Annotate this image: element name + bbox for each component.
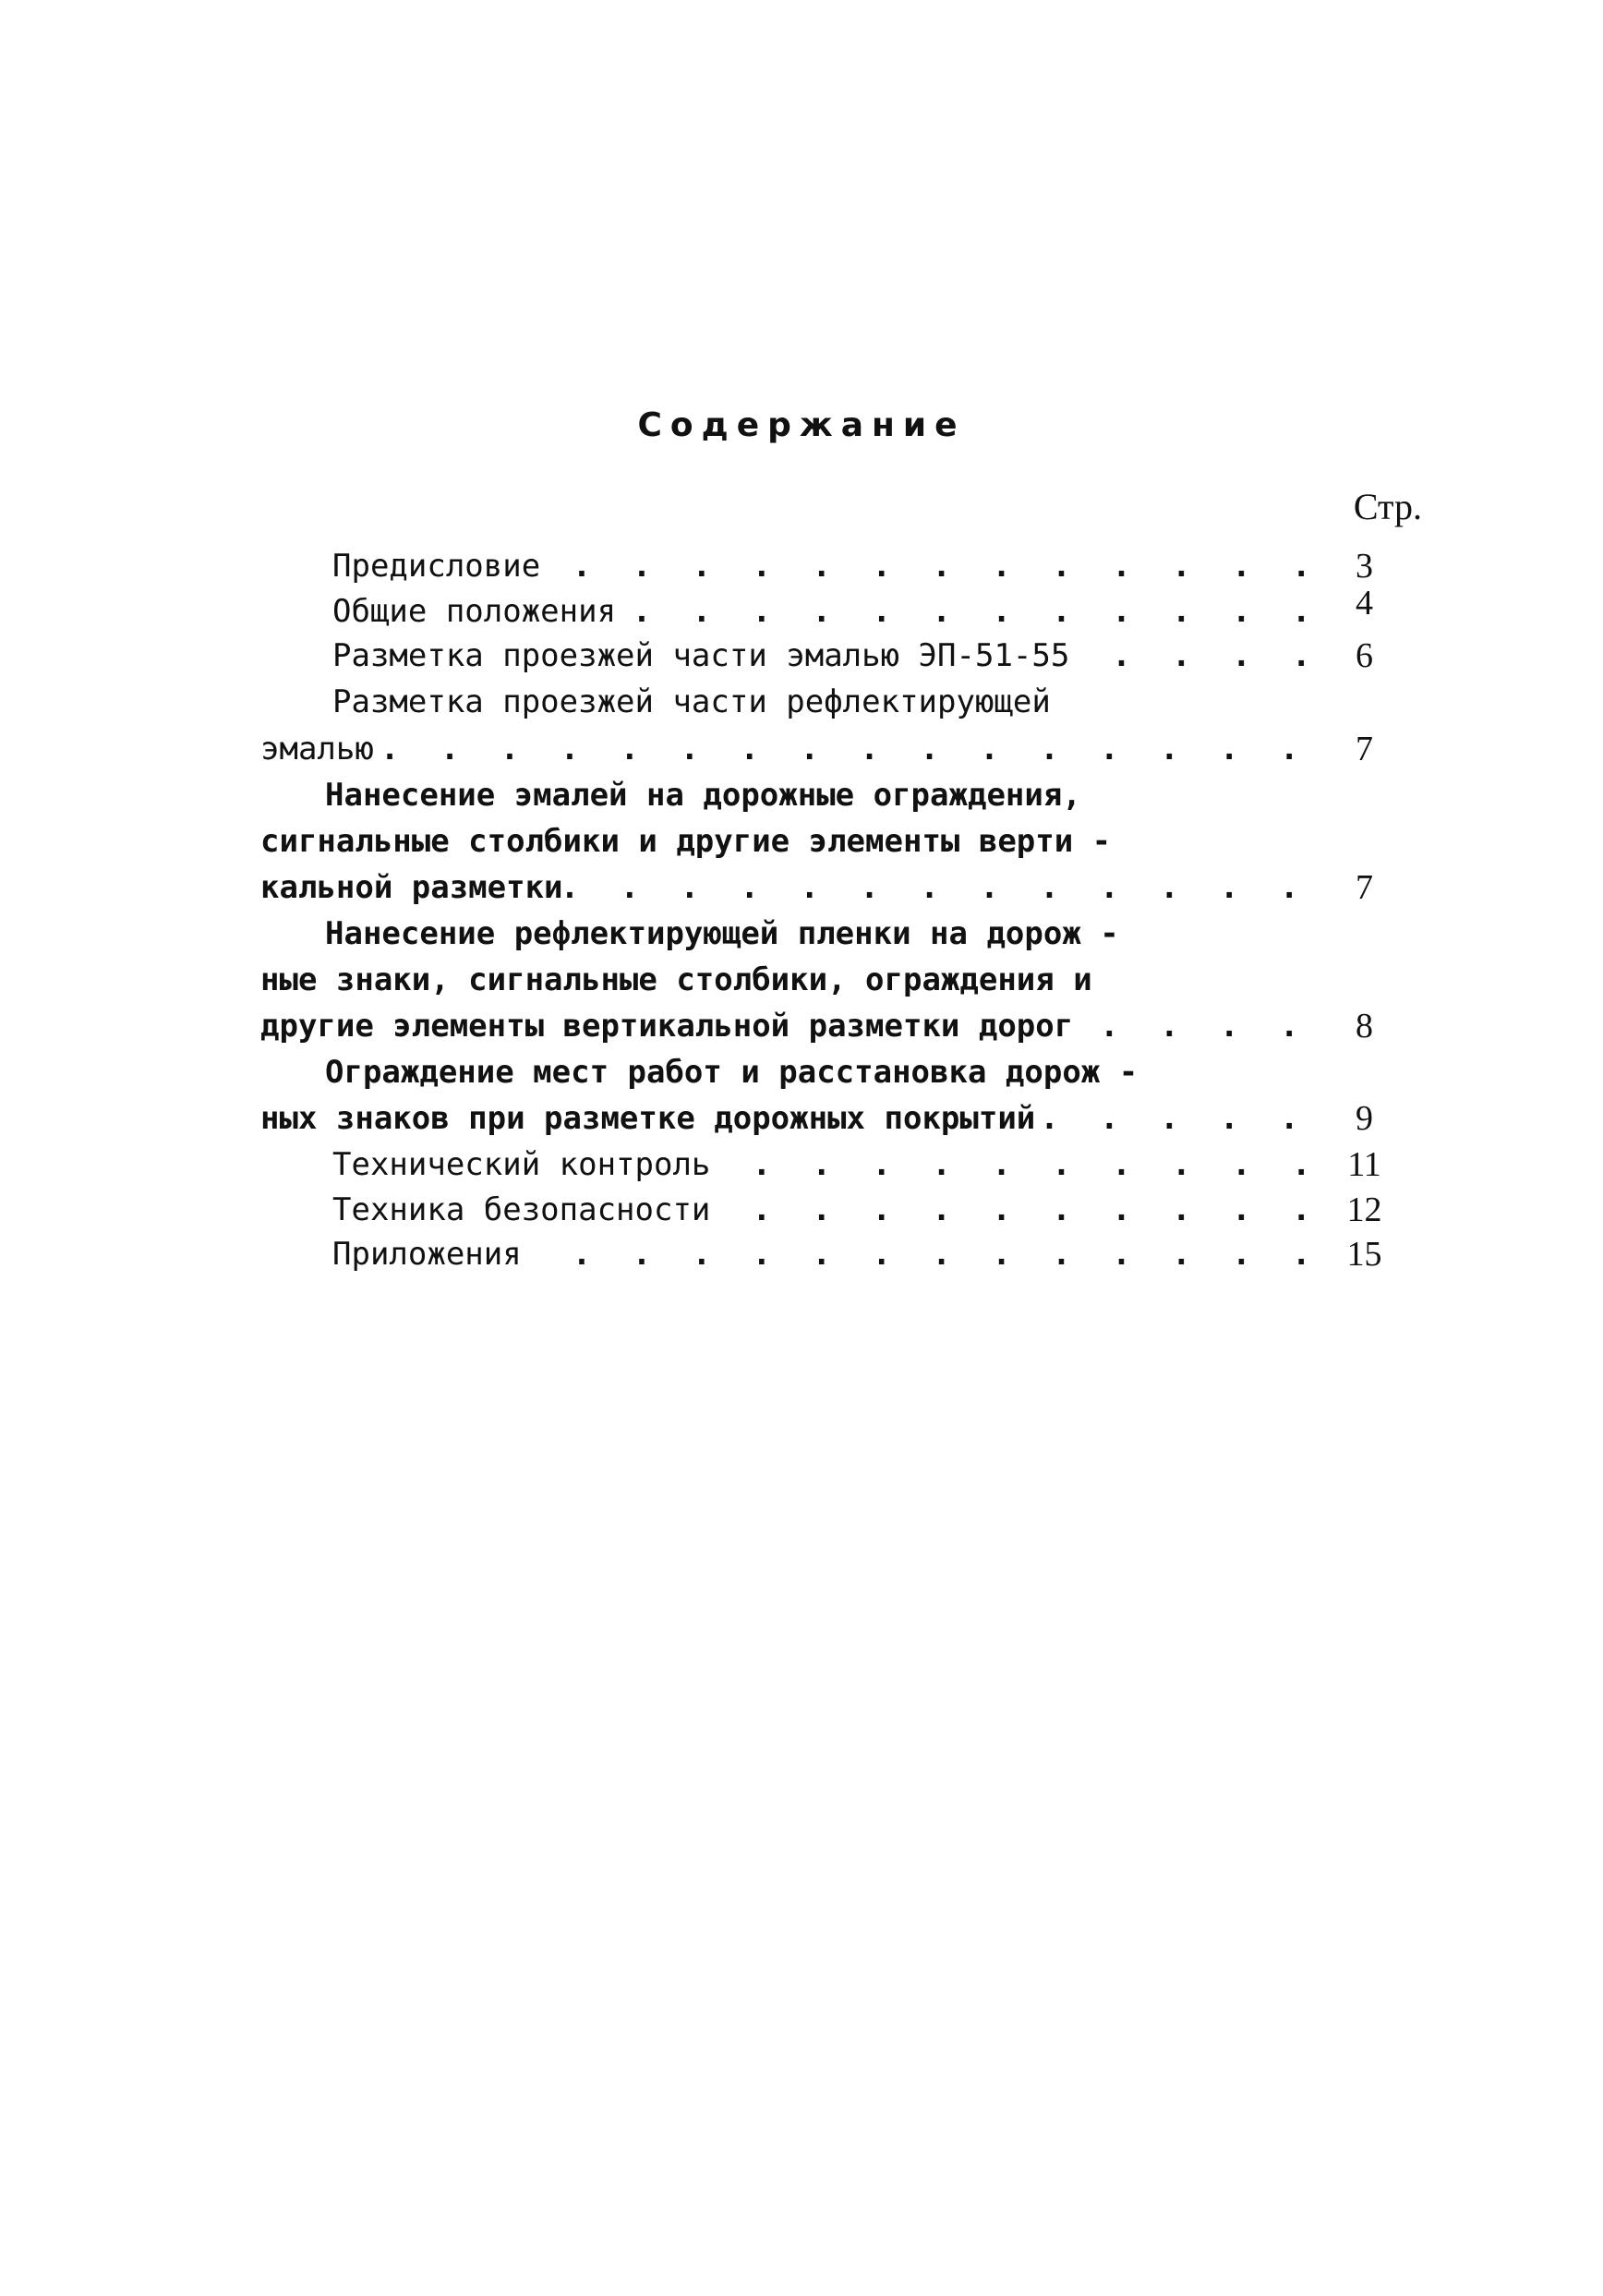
toc-entry-line xyxy=(260,1095,1316,1142)
page-title: Содержание xyxy=(637,406,966,444)
toc-entry-title: Разметка проезжей части эмалью ЭП-51-55 xyxy=(332,633,1073,679)
toc-entry-line xyxy=(332,588,1316,634)
toc-entry-line xyxy=(260,864,1316,911)
toc-entry-title: Нанесение рефлектирующей пленки на дорож - xyxy=(325,911,1123,957)
toc-entry-line xyxy=(260,1003,1316,1049)
toc-page-number: 12 xyxy=(1346,1190,1382,1229)
toc-entry-line xyxy=(260,818,1316,864)
toc-entry-title: Технический контроль xyxy=(332,1142,714,1188)
toc-entry-title: кальной разметки xyxy=(260,864,567,911)
toc-entry-line xyxy=(260,957,1316,1003)
dot-leader xyxy=(260,726,1316,772)
toc-entry-line xyxy=(332,679,1316,725)
toc-entry-line xyxy=(325,772,1316,818)
toc-page-number: 15 xyxy=(1346,1235,1382,1274)
toc-page-number: 9 xyxy=(1356,1099,1373,1138)
toc-entry-title: Нанесение эмалей на дорожные ограждения, xyxy=(325,772,1085,818)
toc-page-number: 11 xyxy=(1347,1145,1381,1184)
toc-entry-line xyxy=(332,543,1316,589)
toc-entry-title: Предисловие xyxy=(332,543,544,589)
toc-page-number: 6 xyxy=(1356,636,1373,675)
toc-entry-title: сигнальные столбики и другие элементы верти - xyxy=(260,818,1115,864)
toc-entry-title: Техника безопасности xyxy=(332,1187,714,1233)
toc-entry-line xyxy=(325,1049,1316,1095)
toc-page-number: 7 xyxy=(1356,868,1373,907)
toc-entry-title: Разметка проезжей части рефлектирующей xyxy=(332,679,1055,725)
toc-entry-line xyxy=(332,1187,1316,1233)
toc-entry-title: Приложения xyxy=(332,1231,525,1277)
toc-entry-line xyxy=(260,726,1316,772)
toc-page-number: 7 xyxy=(1356,730,1373,768)
toc-page-number: 3 xyxy=(1356,547,1373,586)
toc-entry-line xyxy=(325,911,1316,957)
toc-entry-title: Ограждение мест работ и расстановка дорож - xyxy=(325,1049,1141,1095)
toc-entry-line xyxy=(332,1231,1316,1277)
toc-entry-line xyxy=(332,1142,1316,1188)
page-column-label: Стр. xyxy=(1353,486,1422,527)
toc-entry-title: другие элементы вертикальной разметки дорог xyxy=(260,1003,1077,1049)
toc-entry-title: эмалью xyxy=(260,726,378,772)
toc-page-number: 4 xyxy=(1356,584,1373,622)
toc-entry-title: Общие положения xyxy=(332,588,620,634)
toc-entry-title: ные знаки, сигнальные столбики, ограждения и xyxy=(260,957,1096,1003)
toc-page-number: 8 xyxy=(1356,1007,1373,1045)
toc-entry-title: ных знаков при разметке дорожных покрытий xyxy=(260,1095,1039,1142)
toc-entry-line xyxy=(332,633,1316,679)
